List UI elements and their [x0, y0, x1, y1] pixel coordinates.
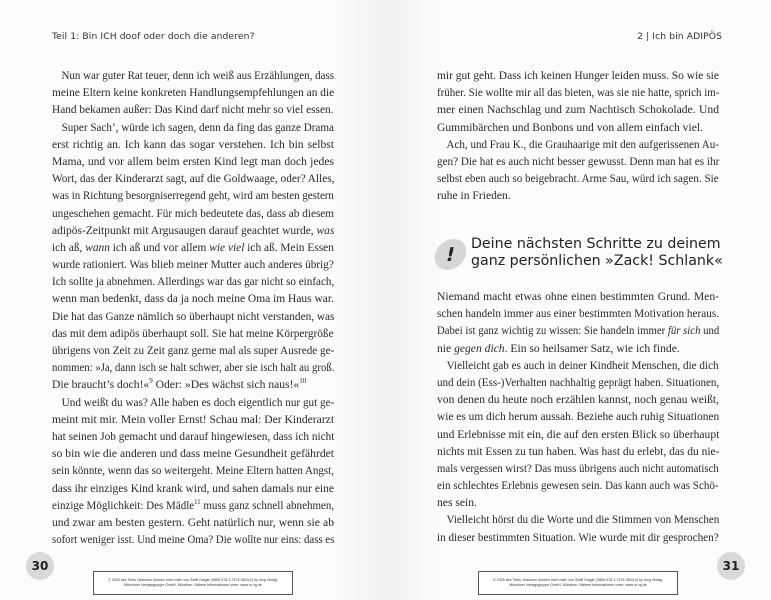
text-segment: übrigens von Zeit zu Zeit ganz gerne mal als super Ausrede ge-: [52, 344, 335, 357]
imprint-line: © 2025 des Titels »Kalorien können mich mal« von Steffi Gaigle (ISBN 978-3-7474-0634-2) by mvg Verlag,: [108, 578, 278, 582]
imprint-line: Münchner Verlagsgruppe GmbH, München. Nähere Informationen unter: www.m-vg.de: [509, 583, 647, 587]
text-line: [437, 136, 719, 153]
text-segment: und dein (Ess-)Verhalten nachhaltig geprägt haben. Situationen,: [437, 375, 720, 389]
exclamation-icon: !: [432, 239, 470, 270]
text-line: [52, 376, 334, 393]
text-line: [437, 391, 719, 408]
imprint-box: [93, 571, 293, 595]
text-segment: mals vergessen wirst? Das muss übrigens auch nicht automatisch: [437, 461, 719, 475]
text-line: [52, 497, 335, 514]
text-segment: Oder: »Des wächst sich naus!«: [152, 378, 300, 392]
text-segment: ich aß und vor allem: [109, 240, 210, 254]
text-line: [437, 288, 719, 305]
text-segment: nes sein.: [437, 496, 477, 510]
text-line: [52, 531, 335, 548]
running-head: 2 | Ich bin ADIPÖS: [637, 31, 722, 42]
text-line: [52, 101, 334, 118]
text-line: [437, 426, 719, 443]
text-segment: Dabei ist ganz wichtig zu wissen: Sie handeln immer: [437, 324, 668, 338]
text-line: [52, 170, 335, 187]
text-segment: was in Richtung besorgniserregend geht, wird am besten gestern: [52, 189, 334, 203]
text-segment: Hand bekamen außer: Das Kind darf nicht mehr so viel essen.: [52, 103, 334, 117]
text-line: [52, 394, 335, 411]
imprint-line: © 2025 des Titels »Kalorien können mich mal« von Steffi Gaigle (ISBN 978-3-7474-0634-2) by mvg Verlag,: [493, 578, 663, 582]
text-line: [52, 480, 334, 497]
text-segment: meint mit mir. Mein voller Ernst! Schau mal: Der Kinderarzt: [52, 412, 335, 426]
text-segment: muss ganz schnell abnehmen,: [200, 498, 335, 512]
text-line: [52, 359, 335, 376]
text-line: [52, 514, 334, 531]
text-segment: ich aß,: [52, 240, 86, 254]
text-segment: wie es um dich herum aussah. Beziehe auch ruhig Situationen: [437, 410, 720, 424]
text-segment: wurde rationiert. Was blieb meiner Mutter auch anderes übrig?: [52, 258, 334, 272]
text-segment: ruhe in Frieden.: [437, 189, 511, 203]
heading-line: ganz persönlichen »Zack! Schlank«: [471, 253, 723, 269]
running-head: Teil 1: Bin ICH doof oder doch die anderen?: [52, 31, 255, 42]
text-segment: meine Eltern keine konkreten Handlungsempfehlungen an die: [52, 86, 335, 100]
text-line: [437, 187, 719, 204]
text-segment: von denen du heute noch erzählen kannst, noch genau weißt,: [437, 393, 719, 407]
text-segment: . Ein so heilsamer Satz, wie ich finde.: [504, 341, 680, 355]
text-line: [52, 84, 335, 101]
footnote-ref: 11: [194, 497, 201, 506]
text-line: [437, 119, 719, 136]
text-line: [437, 67, 719, 84]
text-line: [437, 84, 720, 101]
text-segment: Nun war guter Rat teuer, denn ich weiß aus Erzählungen, dass: [61, 69, 335, 82]
text-line: [52, 136, 334, 153]
text-line: [52, 462, 334, 479]
text-segment: wenn man bedenkt, dass da ja noch meine Oma im Haus war.: [52, 292, 334, 306]
text-segment: nie: [437, 341, 455, 355]
heading-text: [471, 236, 723, 270]
text-segment: Ach, und Frau K., die Grauhaarige mit den aufgerissenen Au-: [446, 137, 719, 151]
text-segment: Mama, und vor allem beim ersten Kind legt man doch jedes: [52, 154, 334, 168]
text-segment: gen? Die hat es auch nicht besser gewusst. Denn man hat es ihr: [437, 154, 720, 168]
text-segment: Super Sach’, würde ich sagen, denn da fing das ganze Drama: [61, 120, 334, 134]
text-segment: ungeschehen gemacht. Für mich bedeutete das, dass ab diesem: [52, 206, 335, 220]
text-line: [52, 222, 335, 239]
text-line: [437, 101, 719, 118]
text-segment: Gummibärchen und Bonbons und von allem einfach viel.: [437, 120, 703, 134]
text-segment: und Erlebnisse mit ein, die auf den ersten Blick so überhaupt: [437, 427, 720, 441]
text-line: [52, 342, 335, 359]
text-segment: und: [700, 324, 720, 338]
text-segment: Ich sollte ja abnehmen. Allerdings war das gar nicht so einfach,: [52, 275, 335, 289]
text-segment: selbst eben auch so beigebracht. Arme Sau, würd ich sagen. Sie: [437, 172, 719, 186]
imprint-box: [478, 571, 678, 595]
text-segment: mer einen Nachschlag und zum Nachtisch Schokolade. Und: [437, 103, 719, 117]
text-segment: erst richtig an. Ich kann das sogar verstehen. Ich bin selbst: [52, 137, 334, 151]
italic-text: wann: [85, 240, 110, 254]
text-line: [52, 411, 334, 428]
italic-text: was: [316, 223, 335, 237]
text-line: [437, 529, 719, 546]
text-line: [52, 428, 335, 445]
text-line: [52, 308, 335, 325]
italic-text: für sich: [667, 324, 701, 338]
text-line: [437, 357, 719, 374]
text-segment: ich aß. Mein Essen: [244, 240, 334, 254]
text-segment: Vielleicht gab es auch in deiner Kindheit Menschen, die dich: [446, 358, 719, 372]
text-segment: Und weißt du was? Alle haben es doch eigentlich nur gut ge-: [61, 395, 335, 409]
text-segment: früher. Sie wollte mir all das bieten, was sie nie hatte, sprich im-: [437, 86, 720, 100]
text-segment: in dieser bestimmten Situation. Wie wurde mit dir gesprochen?: [437, 530, 719, 544]
body-text: [437, 67, 719, 205]
text-segment: nommen: »Ja, dann isch se halt schwer, aber sie isch halt au groß.: [52, 361, 335, 375]
footnote-ref: 10: [299, 377, 307, 386]
italic-text: wie viel: [209, 240, 245, 254]
heading-line: Deine nächsten Schritte zu deinem: [471, 236, 721, 252]
text-line: [52, 119, 334, 136]
page-number: 30: [26, 552, 54, 580]
text-line: [437, 374, 720, 391]
text-line: [52, 205, 335, 222]
text-segment: einzige Möglichkeit: Des Mädle: [52, 498, 195, 512]
text-segment: Vielleicht hörst du die Worte und die Stimmen von Menschen: [446, 513, 720, 527]
text-line: [52, 239, 334, 256]
text-segment: so bin wie die anderen und dass meine Gesundheit gefährdet: [52, 447, 334, 461]
text-line: [437, 511, 720, 528]
text-segment: sein könnte, wenn das so weitergeht. Meine Eltern hatten Angst,: [52, 464, 334, 478]
text-line: [437, 153, 720, 170]
text-segment: hat seinen Job gemacht und darauf hingewiesen, dass ich nicht: [52, 429, 335, 443]
text-segment: mir gut geht. Dass ich keinen Hunger leiden muss. So wie sie: [437, 69, 719, 82]
text-line: [437, 408, 720, 425]
text-segment: schen handeln immer aus einer bestimmten Motivation heraus.: [437, 307, 720, 321]
right-page: [385, 0, 771, 600]
text-line: [437, 477, 719, 494]
text-line: [52, 273, 335, 290]
page-number: 31: [717, 552, 745, 580]
left-page: [0, 0, 385, 600]
text-line: [437, 494, 719, 511]
italic-text: gegen dich: [454, 341, 505, 355]
footnote-ref: 9: [149, 377, 153, 386]
text-line: [52, 187, 334, 204]
section-heading: [435, 236, 725, 276]
text-segment: ein schlechtes Erlebnis gewesen sein. Das kann auch was Schö-: [437, 479, 719, 493]
text-line: [437, 305, 720, 322]
text-segment: das mit dem adipös überhaupt soll. Sie hat meine Körpergröße: [52, 326, 334, 340]
text-segment: Niemand macht etwas ohne einen bestimmten Grund. Men-: [437, 290, 719, 303]
text-segment: adipös-Zeitpunkt mit Argusaugen darauf geachtet wurde,: [52, 223, 317, 237]
text-segment: nichts mit Essen zu tun haben. Was hast du erlebt, das du nie-: [437, 444, 720, 458]
body-text: [52, 67, 334, 548]
text-line: [52, 325, 334, 342]
text-segment: Die braucht’s doch!«: [52, 378, 150, 392]
text-line: [437, 460, 719, 477]
text-line: [52, 290, 334, 307]
text-segment: Die hat das Ganze nämlich so überhaupt nicht verstanden, was: [52, 309, 335, 323]
text-line: [52, 256, 334, 273]
body-text: [437, 288, 719, 546]
imprint-line: Münchner Verlagsgruppe GmbH, München. Nähere Informationen unter: www.m-vg.de: [124, 583, 262, 587]
text-line: [437, 443, 720, 460]
text-segment: dass ihr einziges Kind krank wird, und sahen damals nur eine: [52, 481, 334, 495]
text-segment: sofort weniger isst. Und meine Oma? Die wollte nur eins: dass es: [52, 533, 335, 547]
text-line: [52, 153, 334, 170]
text-line: [52, 67, 335, 84]
text-line: [437, 322, 720, 339]
text-line: [437, 170, 719, 187]
text-segment: Wort, das der Kinderarzt sagt, auf die Goldwaage, oder? Alles,: [52, 172, 335, 186]
text-line: [52, 445, 334, 462]
text-segment: und zwar am besten gestern. Geht natürlich nur, wenn sie ab: [52, 515, 334, 529]
text-line: [437, 340, 719, 357]
